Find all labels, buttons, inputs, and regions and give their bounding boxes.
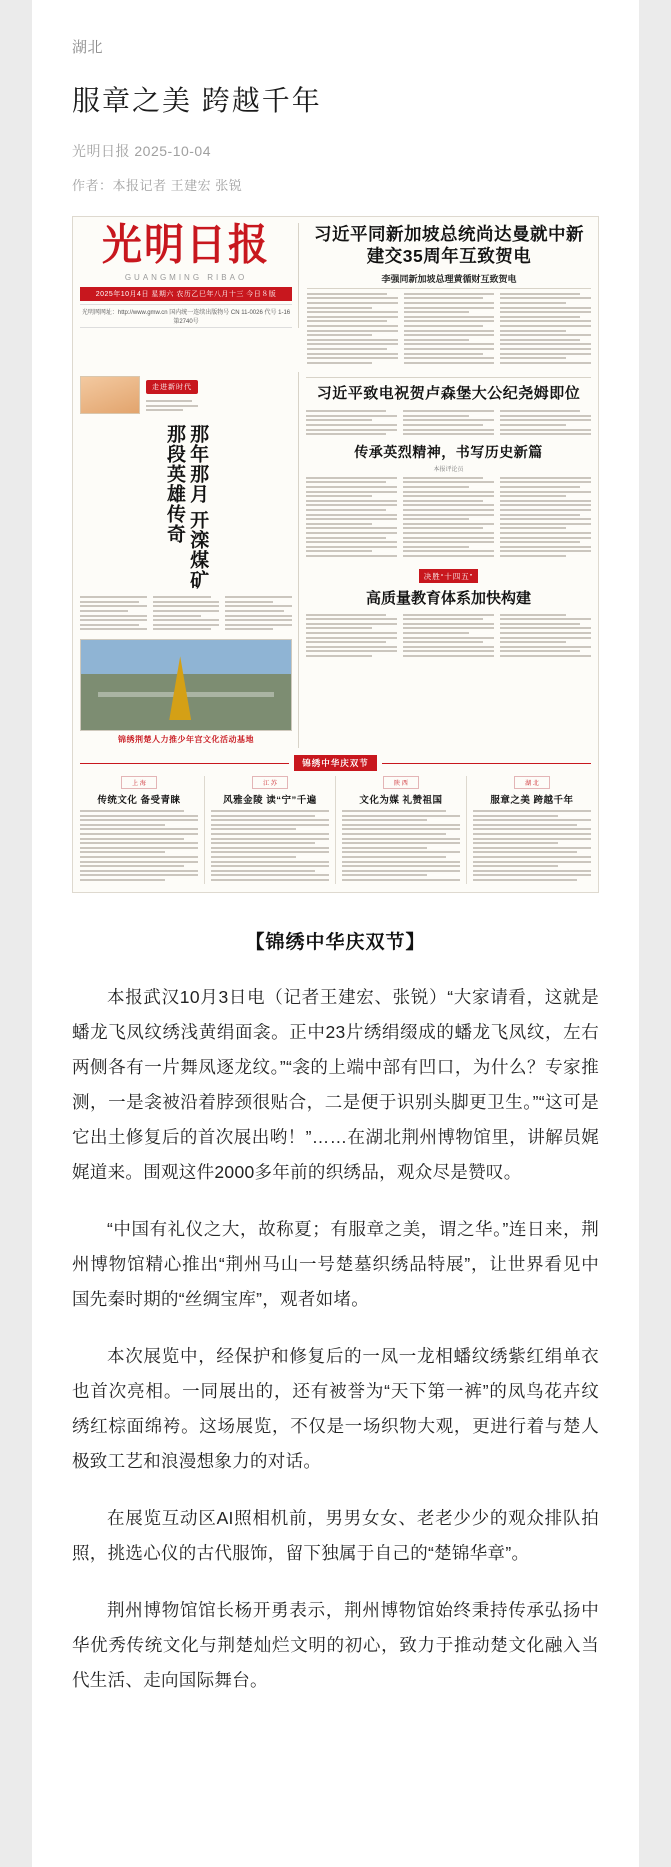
sec-col-3 [500,410,591,438]
lead-article-columns [307,293,591,367]
left-column-text [80,596,292,633]
lead-headline: 习近平同新加坡总统尚达曼就中新建交35周年互致贺电 [314,224,584,267]
festival-columns [80,776,591,884]
festival-banner [80,755,591,771]
secondary-headline: 习近平致电祝贺卢森堡大公纪尧姆即位 [306,377,591,406]
education-headline: 高质量教育体系加快构建 [365,589,531,607]
lead-subhead: 李强同新加坡总理黄循财互致贺电 [307,272,591,289]
festival-column-tag: 上 海 [121,776,157,789]
series-feature-block [80,372,292,418]
article-page [32,0,639,1867]
sec-col-1 [306,410,397,438]
festival-column-hubei [473,776,591,884]
article-paragraph-2: “中国有礼仪之大，故称夏；有服章之美，谓之华。”连日来，荆州博物馆精心推出“荆州马山一号楚墓织绣品特展”，让世界看见中国先秦时期的“丝绸宝库”，观者如堵。 [72,1218,599,1309]
festival-column-shaanxi [342,776,467,884]
series-artwork [80,376,140,414]
article-source: 光明日报 2025-10-04 [72,143,212,159]
ed-col-1 [306,477,397,560]
editorial-byline: 本报评论员 [433,466,464,473]
ed-col-2 [403,477,494,560]
editorial-columns [306,477,591,560]
edu-col-2 [403,614,494,660]
festival-column-headline: 文化为媒 礼赞祖国 [359,795,443,807]
festival-column-tag: 陕 西 [383,776,419,789]
article-author: 作者：本报记者 王建宏 张锐 [72,178,243,193]
secondary-article-columns [306,410,591,438]
newspaper-body [80,372,591,748]
article-kicker: 湖北 [72,39,104,56]
festival-banner-label: 锦绣中华庆双节 [294,755,377,771]
masthead-pinyin: GUANGMING RIBAO [124,273,248,282]
left-col-3 [225,596,292,633]
festival-column-tag: 湖 北 [514,776,550,789]
festival-column-jiangsu [211,776,336,884]
masthead-info-line: 光明网网址：http://www.gmw.cn 国内统一连续出版物号 CN 11-0026 代号 1-16 第2740号 [80,304,292,328]
festival-column-headline: 风雅金陵 读“宁”千遍 [223,795,317,807]
festival-column-headline: 服章之美 跨越千年 [490,795,574,807]
banner-line-left [80,763,289,764]
festival-column-headline: 传统文化 备受青睐 [97,795,181,807]
photo-caption: 锦绣荆楚人力推少年宫文化活动基地 [118,735,254,745]
masthead-left [80,220,299,328]
left-col-2 [153,596,220,633]
edu-col-3 [500,614,591,660]
walk-badge: 走进新时代 [146,380,198,394]
festival-column-tag: 江 苏 [252,776,288,789]
newspaper-front-page-image[interactable] [72,216,599,893]
masthead-title: 光明日报 [102,220,270,270]
masthead-right [307,223,591,366]
article-paragraph-1: 本报武汉10月3日电（记者王建宏、张锐）“大家请看，这就是蟠龙飞凤纹绣浅黄绢面衾。正中23片绣绢缀成的蟠龙飞凤纹，左右两侧各有一片舞凤逐龙纹。”“衾的上端中部有凹口，为什么？专家推测，一是衾被沿着脖颈很贴合，二是便于识别头脚更卫生。”“这可是它出土修复后的首次展出哟！”……在湖北荆州博物馆里，讲解员娓娓道来。围观这件2000多年前的织绣品，观众尽是赞叹。 [72,986,599,1182]
article-paragraph-5: 荆州博物馆馆长杨开勇表示，荆州博物馆始终秉持传承弘扬中华优秀传统文化与荆楚灿烂文明的初心，致力于推动楚文化融入当代生活、走向国际舞台。 [72,1599,599,1690]
editorial-headline: 传承英烈精神，书写历史新篇 [354,443,543,460]
edu-col-1 [306,614,397,660]
masthead-date-bar: 2025年10月4日 星期六 农历乙巳年八月十三 今日８版 [80,287,292,301]
sec-col-2 [403,410,494,438]
newspaper-right-column [306,372,591,748]
decision-badge: 决胜“十四五” [419,569,479,583]
banner-line-right [382,763,591,764]
lead-col-1 [307,293,398,367]
page-title: 服章之美 跨越千年 [72,85,322,116]
front-page-photo [80,639,292,731]
article-paragraph-4: 在展览互动区AI照相机前，男男女女、老老少少的观众排队拍照，挑选心仪的古代服饰，留下独属于自己的“楚锦华章”。 [72,1507,599,1563]
article-content [32,0,639,1698]
festival-column-shanghai [80,776,205,884]
education-columns [306,614,591,660]
newspaper-left-column [80,372,299,748]
article-paragraph-3: 本次展览中，经保护和修复后的一凤一龙相蟠纹绣紫红绢单衣也首次亮相。一同展出的，还有被誉为“天下第一裤”的凤鸟花卉纹绣红棕面绵袴。这场展览，不仅是一场织物大观，更进行着与楚人极致工艺和浪漫想象力的对话。 [72,1345,599,1471]
ed-col-3 [500,477,591,560]
newspaper-masthead [80,220,591,366]
series-heading: 【锦绣中华庆双节】 [245,931,426,953]
left-col-1 [80,596,147,633]
lead-col-3 [500,293,591,367]
vertical-feature-headline: 那年那月 开滦煤矿那段英雄传奇 [164,424,209,591]
lead-col-2 [404,293,495,367]
